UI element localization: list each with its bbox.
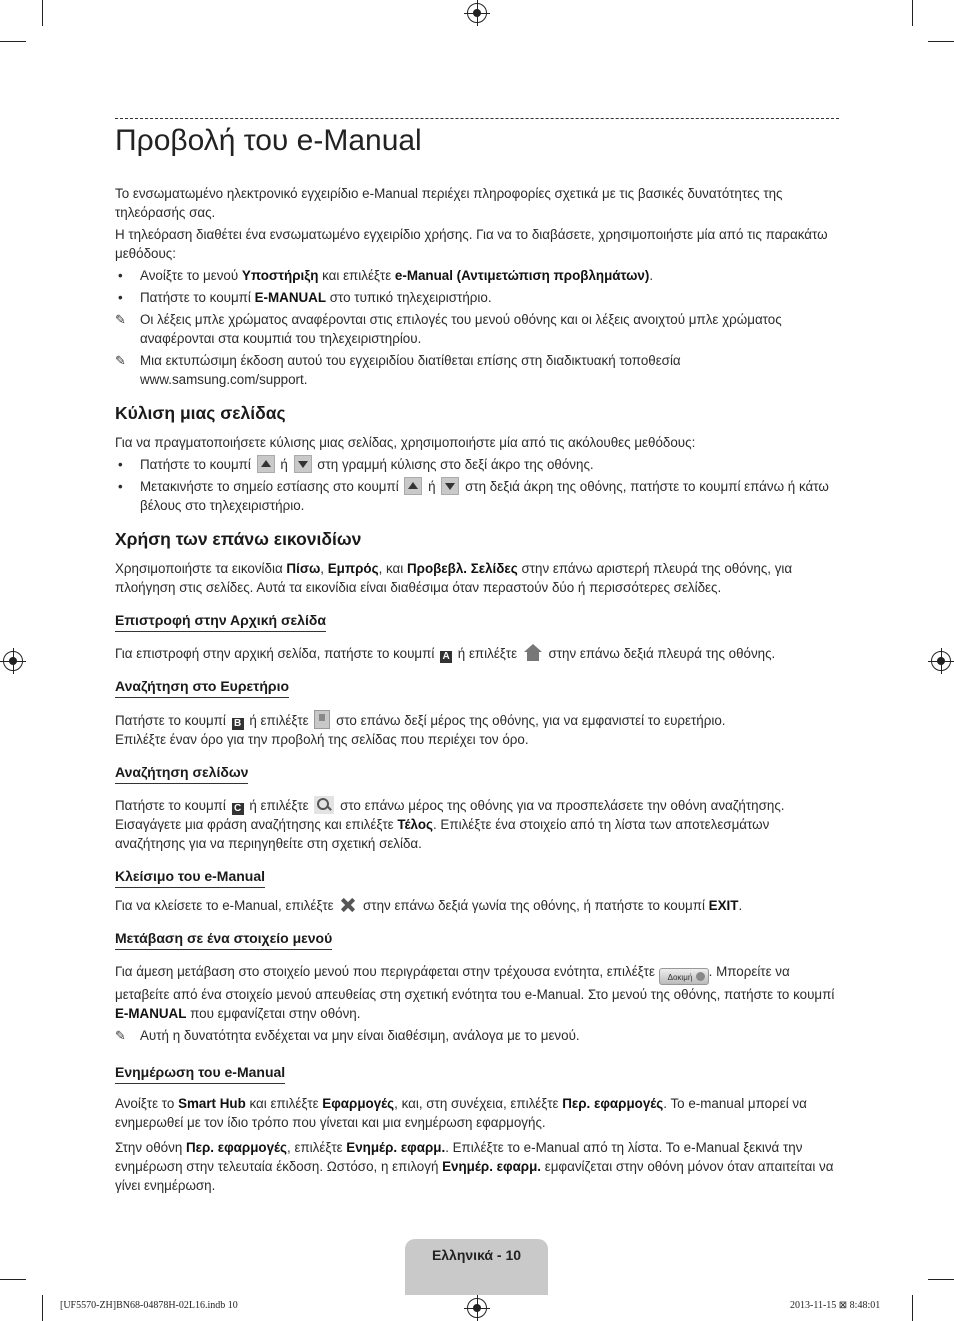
list-item: • Πατήστε το κουμπί E-MANUAL στο τυπικό τηλεχειριστήριο.	[115, 288, 837, 307]
paragraph: Χρησιμοποιήστε τα εικονίδια Πίσω, Εμπρός, και Προβεβλ. Σελίδες στην επάνω αριστερή πλευρά της οθόνης, για πλοήγηση στις σελίδες. Αυτά τα εικονίδια είναι διαθέσιμα όταν περαστούν δύο ή περισσότερες σελίδες.	[115, 561, 793, 595]
section-heading: Χρήση των επάνω εικονιδίων	[115, 529, 362, 549]
paragraph: Ανοίξτε το Smart Hub και επιλέξτε Εφαρμογές, και, στη συνέχεια, επιλέξτε Περ. εφαρμογές. Το e-manual μπορεί να ενημερωθεί με τον ίδιο τρόπο που γίνεται και μια ενημέρωση εφαρμογής.	[115, 1096, 807, 1130]
intro-paragraph: Το ενσωματωμένο ηλεκτρονικό εγχειρίδιο e-Manual περιέχει πληροφορίες σχετικά με τις βασικές δυνατότητες της τηλεόρασής σας.	[115, 186, 783, 220]
search-icon	[314, 796, 334, 814]
b-key-icon: B	[232, 718, 244, 730]
paragraph: Στην οθόνη Περ. εφαρμογές, επιλέξτε Ενημέρ. εφαρμ.. Επιλέξτε το e-Manual από τη λίστα. Το e-Manual ξεκινά την ενημέρωση στην τελευταία έκδοση. Ωστόσο, η επιλογή Ενημέρ. εφαρμ. εμφανίζεται στην οθόνη μόνον όταν απαιτείται να γίνει ενημέρωση.	[115, 1140, 834, 1193]
home-icon	[523, 644, 543, 662]
title-divider	[115, 118, 839, 119]
paragraph: Για επιστροφή στην αρχική σελίδα, πατήστε το κουμπί A ή επιλέξτε στην επάνω δεξιά πλευρά της οθόνης.	[115, 646, 776, 662]
intro-paragraph: Η τηλεόραση διαθέτει ένα ενσωματωμένο εγχειρίδιο χρήσης. Για να το διαβάσετε, χρησιμοποιήστε μία από τις παρακάτω μεθόδους:	[115, 227, 828, 261]
pencil-icon: ✎	[115, 353, 126, 368]
subsection-heading: Επιστροφή στην Αρχική σελίδα	[115, 611, 326, 632]
close-icon	[339, 896, 357, 914]
crop-mark	[928, 1279, 954, 1280]
crop-mark	[0, 1279, 26, 1280]
index-icon	[314, 710, 330, 729]
section-heading: Κύλιση μιας σελίδας	[115, 403, 286, 423]
crop-mark	[928, 41, 954, 42]
crop-mark	[42, 1295, 43, 1321]
paragraph: Για άμεση μετάβαση στο στοιχείο μενού που περιγράφεται στην τρέχουσα ενότητα, επιλέξτε Δοκιμή . Μπορείτε να μεταβείτε από ένα στοιχείο μενού απευθείας στη σχετική ενότητα του e-Manual. Στο μενού της οθόνης, πατήστε το κουμπί E-MANUAL που εμφανίζεται στην οθόνη.	[115, 964, 835, 1021]
subsection-heading: Μετάβαση σε ένα στοιχείο μενού	[115, 929, 332, 950]
a-key-icon: A	[440, 651, 452, 663]
crop-mark	[42, 0, 43, 26]
subsection-heading: Ενημέρωση του e-Manual	[115, 1063, 285, 1084]
note: ✎ Μια εκτυπώσιμη έκδοση αυτού του εγχειριδίου διατίθεται επίσης στη διαδικτυακή τοποθεσία www.samsung.com/support.	[115, 353, 681, 387]
main-content	[115, 184, 837, 1195]
crop-mark	[912, 0, 913, 26]
c-key-icon: C	[232, 803, 244, 815]
registration-mark-icon	[3, 651, 23, 671]
paragraph: Για να κλείσετε το e-Manual, επιλέξτε στην επάνω δεξιά γωνία της οθόνης, ή πατήστε το κουμπί EXIT.	[115, 898, 743, 913]
page-title: Προβολή του e-Manual	[115, 124, 422, 157]
page-number: Ελληνικά - 10	[431, 1247, 522, 1263]
registration-mark-icon	[931, 651, 951, 671]
list-item: • Μετακινήστε το σημείο εστίασης στο κουμπί ή στη δεξιά άκρη της οθόνης, πατήστε το κουμπί επάνω ή κάτω βέλους στο τηλεχειριστήριο.	[115, 477, 837, 515]
footer-timestamp: 2013-11-15 ⊠ 8:48:01	[790, 1300, 881, 1311]
note: ✎ Οι λέξεις μπλε χρώματος αναφέρονται στις επιλογές του μενού οθόνης και οι λέξεις ανοιχτού μπλε χρώματος αναφέρονται στα κουμπιά του τηλεχειριστηρίου.	[115, 312, 782, 346]
crop-mark	[0, 41, 26, 42]
subsection-heading: Κλείσιμο του e-Manual	[115, 867, 265, 888]
try-now-button: Δοκιμή	[659, 968, 709, 985]
pencil-icon: ✎	[115, 1028, 126, 1043]
paragraph: Για να πραγματοποιήσετε κύλισης μιας σελίδας, χρησιμοποιήστε μία από τις ακόλουθες μεθόδους:	[115, 435, 696, 450]
registration-mark-icon	[467, 3, 487, 23]
scroll-up-icon	[257, 455, 275, 473]
registration-mark-icon	[467, 1298, 487, 1318]
paragraph: Πατήστε το κουμπί C ή επιλέξτε στο επάνω μέρος της οθόνης για να προσπελάσετε την οθόνη αναζήτησης.	[115, 798, 785, 814]
scroll-up-icon	[404, 477, 422, 495]
paragraph: Πατήστε το κουμπί B ή επιλέξτε στο επάνω δεξί μέρος της οθόνης, για να εμφανιστεί το ευρετήριο.	[115, 710, 837, 730]
footer-file-info: [UF5570-ZH]BN68-04878H-02L16.indb 10	[60, 1300, 238, 1311]
note: ✎ Αυτή η δυνατότητα ενδέχεται να μην είναι διαθέσιμη, ανάλογα με το μενού.	[115, 1028, 580, 1043]
subsection-heading: Αναζήτηση σελίδων	[115, 763, 248, 784]
paragraph: Εισαγάγετε μια φράση αναζήτησης και επιλέξτε Τέλος. Επιλέξτε ένα στοιχείο από τη λίστα των αποτελεσμάτων αναζήτησης για να περιηγηθείτε στη σχετική σελίδα.	[115, 817, 770, 851]
list-item: • Πατήστε το κουμπί ή στη γραμμή κύλισης στο δεξί άκρο της οθόνης.	[115, 455, 837, 474]
scroll-down-icon	[441, 477, 459, 495]
subsection-heading: Αναζήτηση στο Ευρετήριο	[115, 677, 289, 698]
pencil-icon: ✎	[115, 312, 126, 327]
list-item: • Ανοίξτε το μενού Υποστήριξη και επιλέξτε e-Manual (Αντιμετώπιση προβλημάτων).	[115, 266, 837, 285]
paragraph: Επιλέξτε έναν όρο για την προβολή της σελίδας που περιέχει τον όρο.	[115, 732, 529, 747]
scroll-down-icon	[294, 455, 312, 473]
crop-mark	[912, 1295, 913, 1321]
